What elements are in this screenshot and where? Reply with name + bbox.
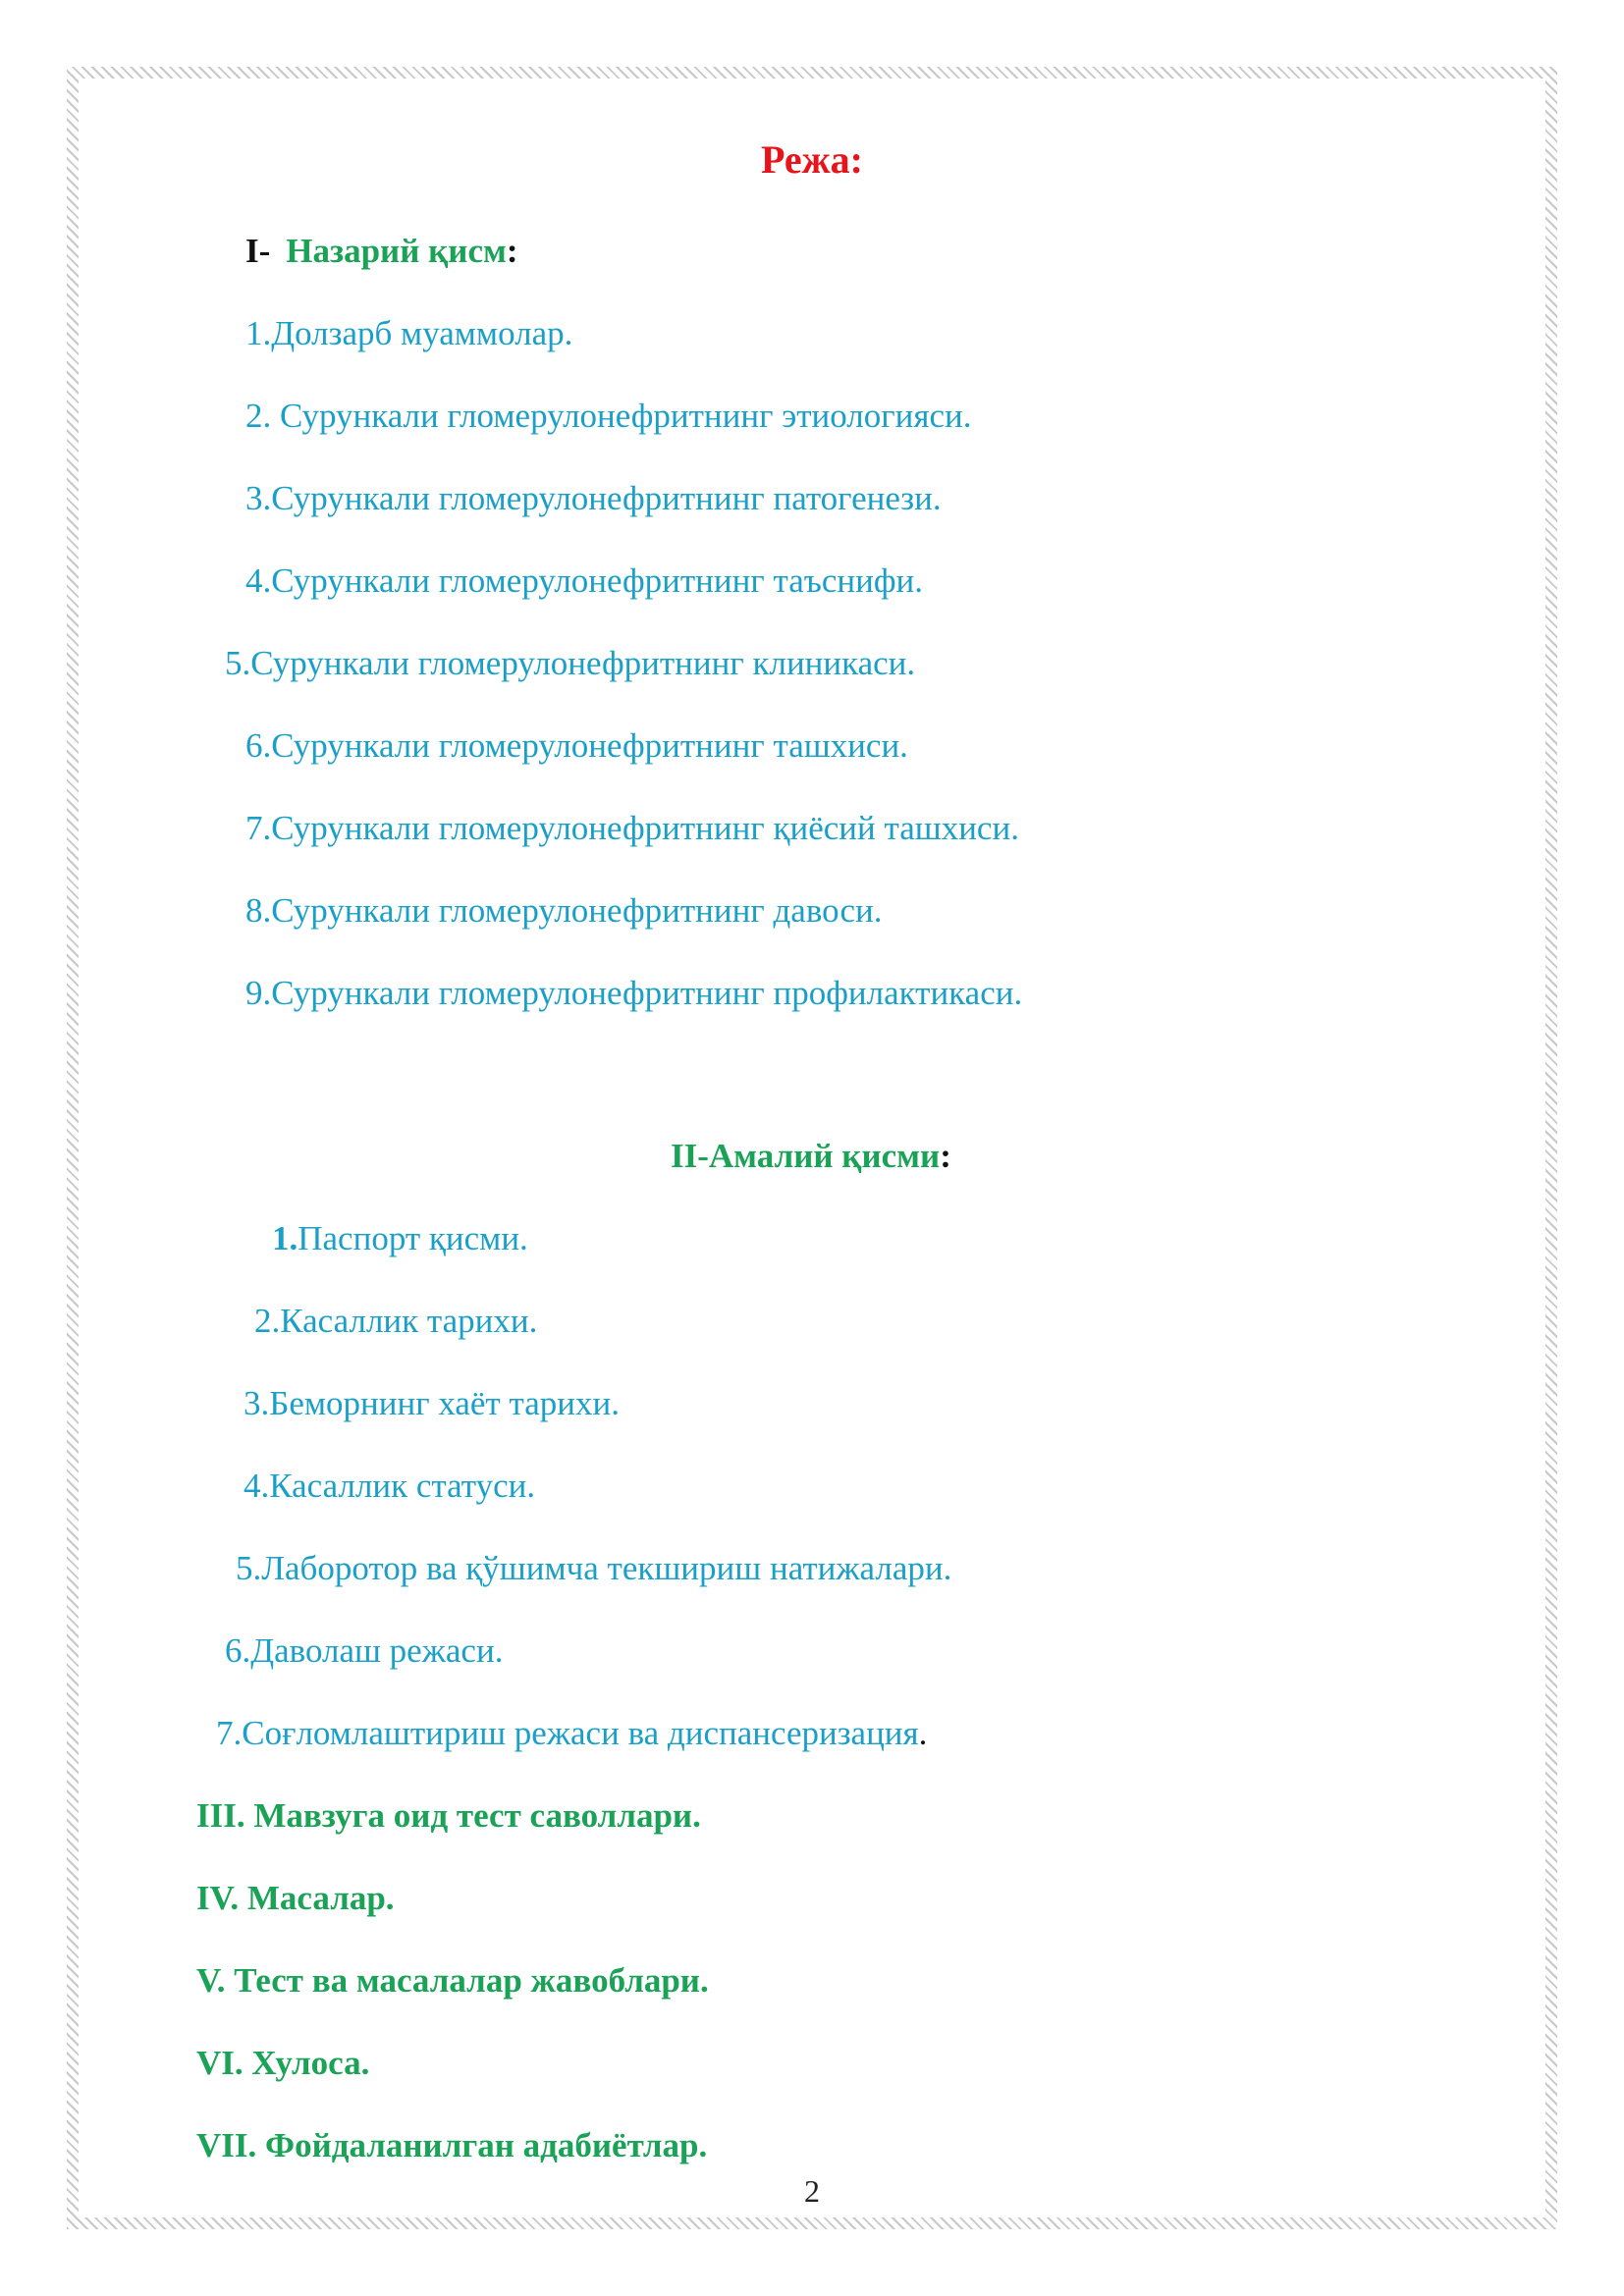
part1-item: 1.Долзарб муаммолар. [245, 314, 573, 352]
section-heading: IV. Масалар. [196, 1879, 395, 1917]
section-heading: III. Мавзуга оид тест саволлари. [196, 1796, 701, 1835]
part1-heading-text: Назарий қисм [286, 232, 507, 270]
part1-item: 9.Сурункали гломерулонефритнинг профилактикаси. [245, 974, 1023, 1012]
part1-item: 3.Сурункали гломерулонефритнинг патогенези. [245, 479, 942, 517]
part1-item: 8.Сурункали гломерулонефритнинг давоси. [245, 891, 883, 930]
part2-item-text: 7.Соғломлаштириш режаси ва диспансеризация [216, 1714, 919, 1752]
part1-item: 7.Сурункали гломерулонефритнинг қиёсий ташхиси. [245, 809, 1019, 847]
part1-item: 5.Сурункали гломерулонефритнинг клиникаси. [225, 644, 916, 682]
part1-item: 4.Сурункали гломерулонефритнинг таъснифи. [245, 561, 923, 600]
section-heading: VII. Фойдаланилган адабиётлар. [196, 2126, 708, 2164]
part1-heading [245, 232, 517, 271]
part2-item: 4.Касаллик статуси. [244, 1467, 536, 1505]
part2-item [272, 1219, 528, 1258]
part2-item-period: . [918, 1714, 928, 1752]
part2-heading-text: II-Амалий қисми [671, 1137, 941, 1175]
part1-colon: : [506, 232, 518, 270]
part2-item: 5.Лаборотор ва қўшимча текшириш натижалари. [236, 1549, 952, 1587]
part2-item: 6.Даволаш режаси. [225, 1631, 504, 1670]
part1-prefix: I- [245, 232, 271, 270]
part2-item-text: Паспорт қисми. [298, 1219, 528, 1257]
part2-item-number: 1. [272, 1219, 298, 1257]
part2-item: 2.Касаллик тарихи. [254, 1302, 538, 1340]
plan-title: Режа: [761, 137, 863, 182]
part1-item: 6.Сурункали гломерулонефритнинг ташхиси. [245, 726, 908, 765]
section-heading: V. Тест ва масалалар жавоблари. [196, 1961, 709, 2000]
part2-item [216, 1714, 927, 1753]
part2-colon: : [940, 1137, 951, 1175]
part2-heading [671, 1137, 951, 1176]
page-number: 2 [804, 2173, 820, 2209]
section-heading: VI. Хулоса. [196, 2044, 370, 2082]
part1-item: 2. Сурункали гломерулонефритнинг этиологияси. [245, 397, 972, 435]
part2-item: 3.Беморнинг хаёт тарихи. [244, 1384, 620, 1422]
